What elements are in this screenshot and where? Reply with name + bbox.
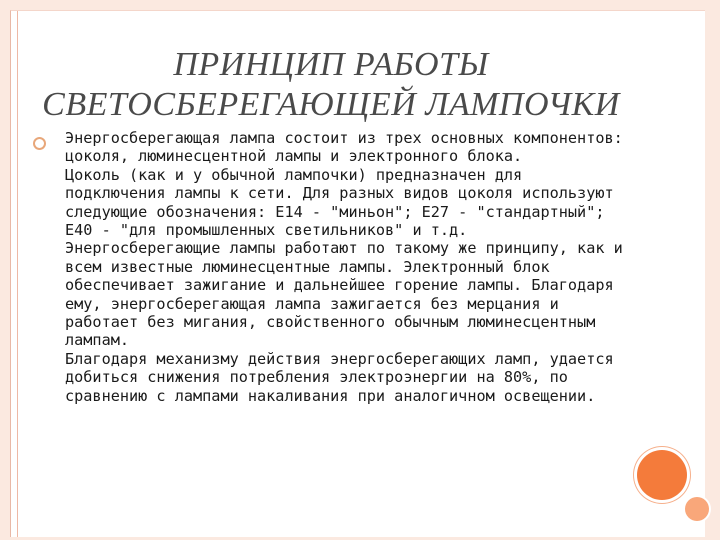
slide bbox=[10, 10, 705, 537]
slide-body bbox=[65, 129, 625, 405]
paragraph-savings: Благодаря механизму действия энергосберегающих ламп, удается добиться снижения потребления электроэнергии на 80%, по сравнению с лампами накаливания при аналогичном освещении. bbox=[65, 349, 614, 405]
title-line-1: ПРИНЦИП РАБОТЫ bbox=[173, 46, 489, 83]
title-line-2: СВЕТОСБЕРЕГАЮЩЕЙ ЛАМПОЧКИ bbox=[42, 86, 620, 123]
decorative-circle-large bbox=[637, 450, 687, 500]
paragraph-socket: Цоколь (как и у обычной лампочки) предназначен для подключения лампы к сети. Для разных видов цоколя используют следующие обозначения: Е14 - "миньон"; Е27 - "стандартный"; Е40 - "для промышленных светильников" и т.д. bbox=[65, 165, 614, 240]
decorative-circle-small bbox=[685, 497, 709, 521]
paragraph-principle: Энергосберегающие лампы работают по такому же принципу, как и всем известные люминесцентные лампы. Электронный блок обеспечивает зажигание и дальнейшее горение лампы. Благодаря ему, энергосберегающая лампа зажигается без мерцания и работает без мигания, свойственного обычным люминесцентным лампам. bbox=[65, 239, 623, 350]
bullet-icon bbox=[33, 137, 46, 150]
slide-title bbox=[11, 45, 651, 125]
paragraph-components: Энергосберегающая лампа состоит из трех основных компонентов: цоколя, люминесцентной лампы и электронного блока. bbox=[65, 129, 623, 166]
